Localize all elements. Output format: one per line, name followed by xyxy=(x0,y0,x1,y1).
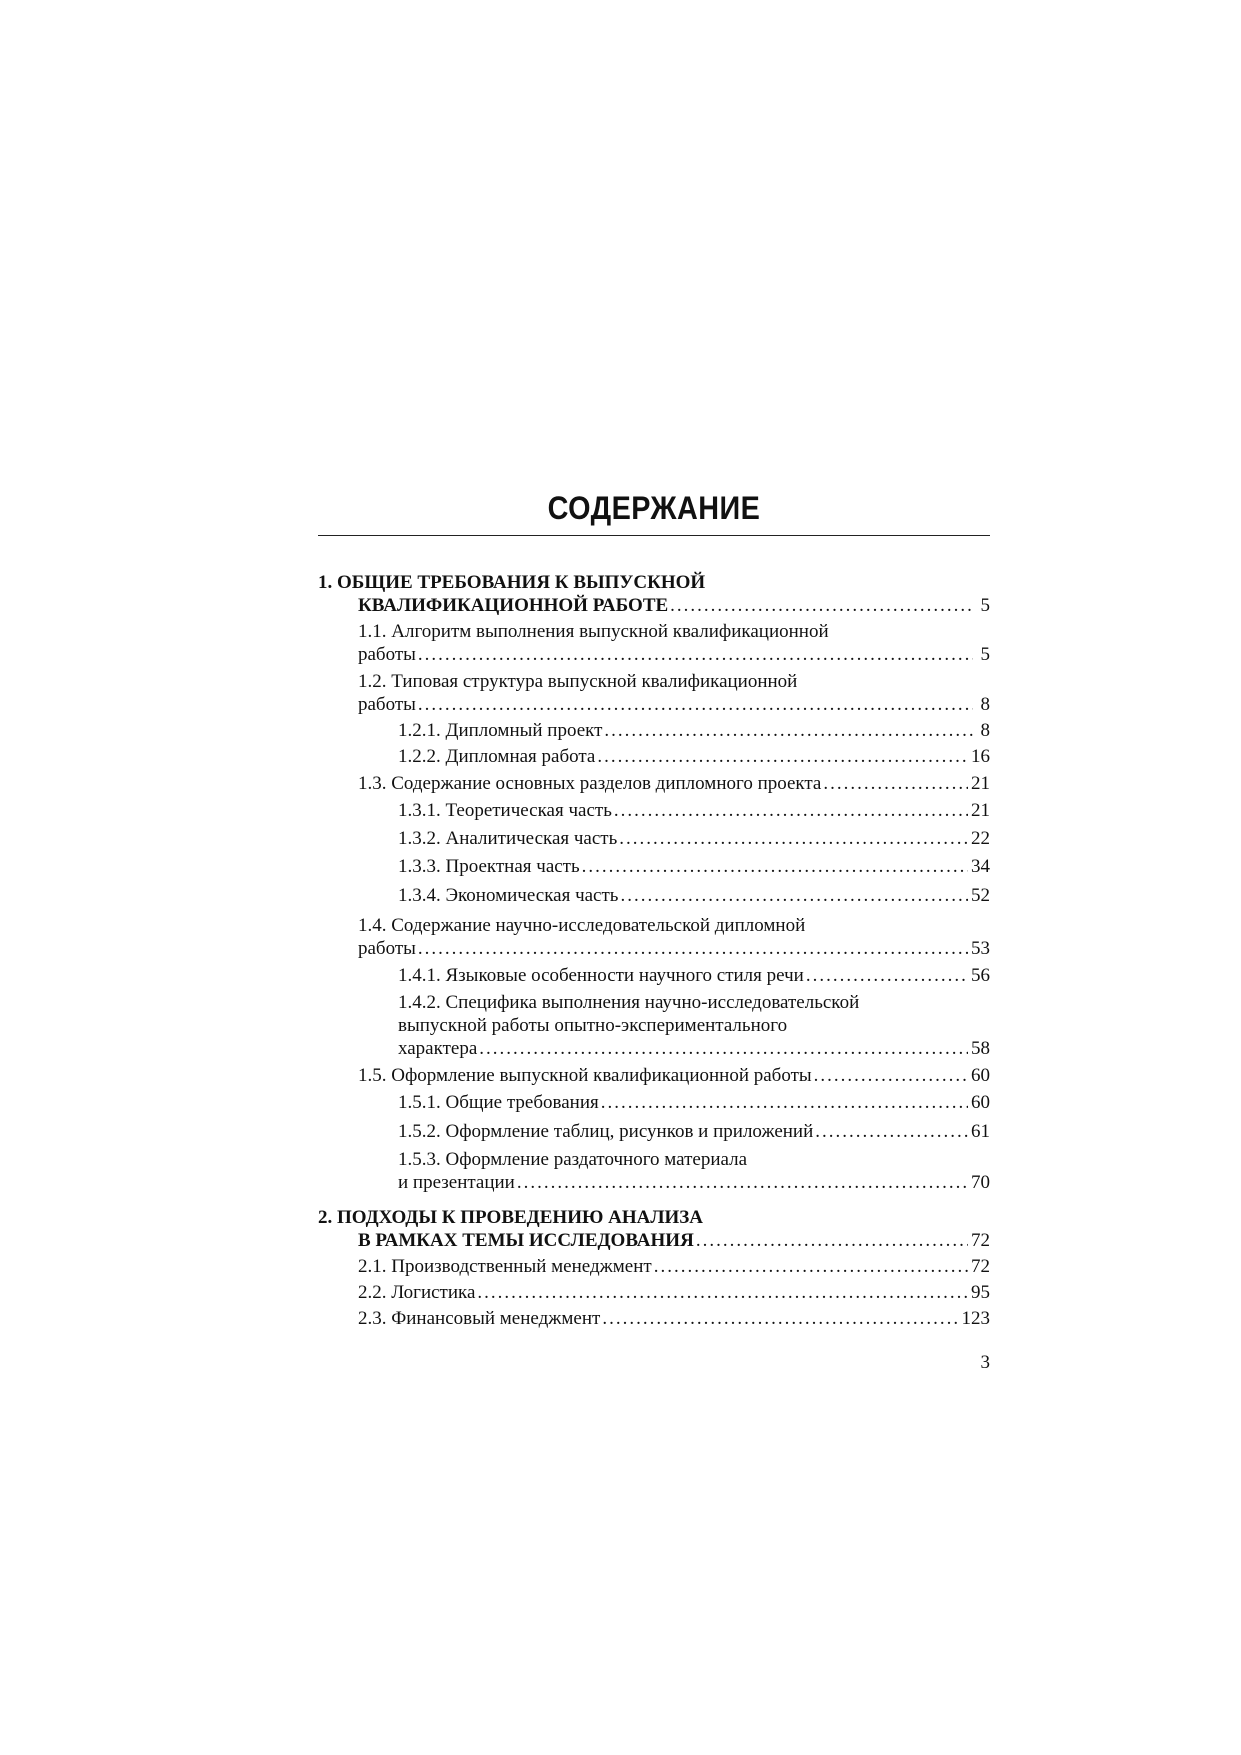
toc-section-1-4-2-page: 58 xyxy=(971,1038,990,1059)
toc-chapter-1-title: 1. ОБЩИЕ ТРЕБОВАНИЯ К ВЫПУСКНОЙ xyxy=(318,572,706,593)
toc-section-1-1-title: 1.1. Алгоритм выполнения выпускной квалификационной xyxy=(358,621,829,642)
leader-dots xyxy=(814,1064,968,1087)
leader-dots xyxy=(418,937,968,960)
leader-dots xyxy=(418,693,973,716)
title-divider xyxy=(318,535,990,536)
toc-section-1-5-title: 1.5. Оформление выпускной квалификационной работы xyxy=(358,1065,812,1086)
toc-section-1-2-2-page: 16 xyxy=(971,746,990,767)
toc-section-2-1-title: 2.1. Производственный менеджмент xyxy=(358,1256,652,1277)
toc-section-1-3-3-page: 34 xyxy=(971,856,990,877)
leader-dots xyxy=(418,643,973,666)
leader-dots xyxy=(620,884,968,907)
leader-dots xyxy=(602,1307,958,1330)
toc-section-2-2-title: 2.2. Логистика xyxy=(358,1282,476,1303)
toc-section-1-4-title-cont: работы xyxy=(358,938,416,959)
leader-dots xyxy=(601,1091,968,1114)
toc-section-1-3-3-title: 1.3.3. Проектная часть xyxy=(398,856,580,877)
toc-section-1-5-3[interactable] xyxy=(398,1148,990,1194)
leader-dots xyxy=(582,855,968,878)
toc-section-2-2[interactable] xyxy=(358,1281,990,1304)
toc-section-1-3-page: 21 xyxy=(971,773,990,794)
toc-section-1-3-4[interactable] xyxy=(398,884,990,907)
toc-chapter-2-title: 2. ПОДХОДЫ К ПРОВЕДЕНИЮ АНАЛИЗА xyxy=(318,1207,704,1228)
toc-chapter-1-cont[interactable] xyxy=(358,594,990,617)
toc-section-1-5-1-page: 60 xyxy=(971,1092,990,1113)
toc-section-1-1-title-cont: работы xyxy=(358,644,416,665)
toc-section-1-2-2[interactable] xyxy=(398,745,990,768)
toc-section-1-3-1[interactable] xyxy=(398,799,990,822)
leader-dots xyxy=(619,827,968,850)
toc-section-2-3-page: 123 xyxy=(961,1308,990,1329)
page-title: СОДЕРЖАНИЕ xyxy=(547,490,761,526)
toc-section-1-5-2-title: 1.5.2. Оформление таблиц, рисунков и приложений xyxy=(398,1121,814,1142)
toc-section-1-1[interactable] xyxy=(358,620,990,666)
toc-section-1-5-2-page: 61 xyxy=(971,1121,990,1142)
toc-chapter-1[interactable] xyxy=(318,571,990,594)
toc-section-1-3-4-title: 1.3.4. Экономическая часть xyxy=(398,885,619,906)
toc-section-1-3-3[interactable] xyxy=(398,855,990,878)
toc-section-2-1-page: 72 xyxy=(971,1256,990,1277)
toc-section-1-2-1-title: 1.2.1. Дипломный проект xyxy=(398,720,603,741)
toc-section-2-1[interactable] xyxy=(358,1255,990,1278)
toc-chapter-1-title-cont: КВАЛИФИКАЦИОННОЙ РАБОТЕ xyxy=(358,595,669,616)
toc-chapter-2-page: 72 xyxy=(971,1230,990,1251)
page-number: 3 xyxy=(980,1352,990,1373)
toc-section-1-4-2-title-cont: выпускной работы опытно-экспериментального xyxy=(398,1015,788,1036)
toc-section-1-5[interactable] xyxy=(358,1064,990,1087)
leader-dots xyxy=(670,594,973,617)
toc-section-1-4-1-title: 1.4.1. Языковые особенности научного стиля речи xyxy=(398,965,804,986)
toc-section-1-3-title: 1.3. Содержание основных разделов дипломного проекта xyxy=(358,773,822,794)
toc-section-1-5-page: 60 xyxy=(971,1065,990,1086)
toc-section-1-5-3-page: 70 xyxy=(971,1172,990,1193)
toc-section-1-2-1[interactable] xyxy=(398,719,990,742)
toc-section-1-1-page: 5 xyxy=(980,644,990,665)
toc-section-2-2-page: 95 xyxy=(971,1282,990,1303)
leader-dots xyxy=(477,1281,968,1304)
leader-dots xyxy=(696,1229,968,1252)
leader-dots xyxy=(604,719,973,742)
toc-section-1-3-4-page: 52 xyxy=(971,885,990,906)
toc-chapter-2-cont[interactable] xyxy=(358,1229,990,1252)
toc-section-1-2[interactable] xyxy=(358,670,990,716)
leader-dots xyxy=(517,1171,968,1194)
toc-section-1-3-2-page: 22 xyxy=(971,828,990,849)
toc-section-1-3-1-title: 1.3.1. Теоретическая часть xyxy=(398,800,612,821)
toc-section-2-3[interactable] xyxy=(358,1307,990,1330)
leader-dots xyxy=(614,799,968,822)
toc-section-1-2-1-page: 8 xyxy=(980,720,990,741)
leader-dots xyxy=(654,1255,968,1278)
toc-section-1-3[interactable] xyxy=(358,772,990,795)
toc-section-1-4-2-title-end: характера xyxy=(398,1038,478,1059)
toc-section-1-4-2-title: 1.4.2. Специфика выполнения научно-исследовательской xyxy=(398,992,860,1013)
toc-section-1-4-1[interactable] xyxy=(398,964,990,987)
leader-dots xyxy=(815,1120,968,1143)
toc-section-1-5-1-title: 1.5.1. Общие требования xyxy=(398,1092,599,1113)
toc-section-1-3-1-page: 21 xyxy=(971,800,990,821)
leader-dots xyxy=(823,772,968,795)
toc-section-1-3-2[interactable] xyxy=(398,827,990,850)
toc-section-1-4-title: 1.4. Содержание научно-исследовательской дипломной xyxy=(358,915,806,936)
toc-section-1-5-2[interactable] xyxy=(398,1120,990,1143)
toc-section-1-5-1[interactable] xyxy=(398,1091,990,1114)
toc-chapter-2[interactable] xyxy=(318,1206,990,1229)
toc-section-1-5-3-title: 1.5.3. Оформление раздаточного материала xyxy=(398,1149,748,1170)
toc-section-1-4-1-page: 56 xyxy=(971,965,990,986)
toc-section-1-5-3-title-cont: и презентации xyxy=(398,1172,515,1193)
toc-section-1-4-2[interactable] xyxy=(398,991,990,1060)
leader-dots xyxy=(597,745,968,768)
toc-chapter-1-page: 5 xyxy=(980,595,990,616)
leader-dots xyxy=(479,1037,968,1060)
toc-section-1-2-2-title: 1.2.2. Дипломная работа xyxy=(398,746,596,767)
toc-section-1-3-2-title: 1.3.2. Аналитическая часть xyxy=(398,828,618,849)
leader-dots xyxy=(806,964,968,987)
toc-section-1-4-page: 53 xyxy=(971,938,990,959)
toc-chapter-2-title-cont: В РАМКАХ ТЕМЫ ИССЛЕДОВАНИЯ xyxy=(358,1230,694,1251)
toc-section-2-3-title: 2.3. Финансовый менеджмент xyxy=(358,1308,601,1329)
toc-section-1-2-page: 8 xyxy=(980,694,990,715)
toc-section-1-2-title: 1.2. Типовая структура выпускной квалификационной xyxy=(358,671,798,692)
toc-section-1-4[interactable] xyxy=(358,914,990,960)
toc-section-1-2-title-cont: работы xyxy=(358,694,416,715)
